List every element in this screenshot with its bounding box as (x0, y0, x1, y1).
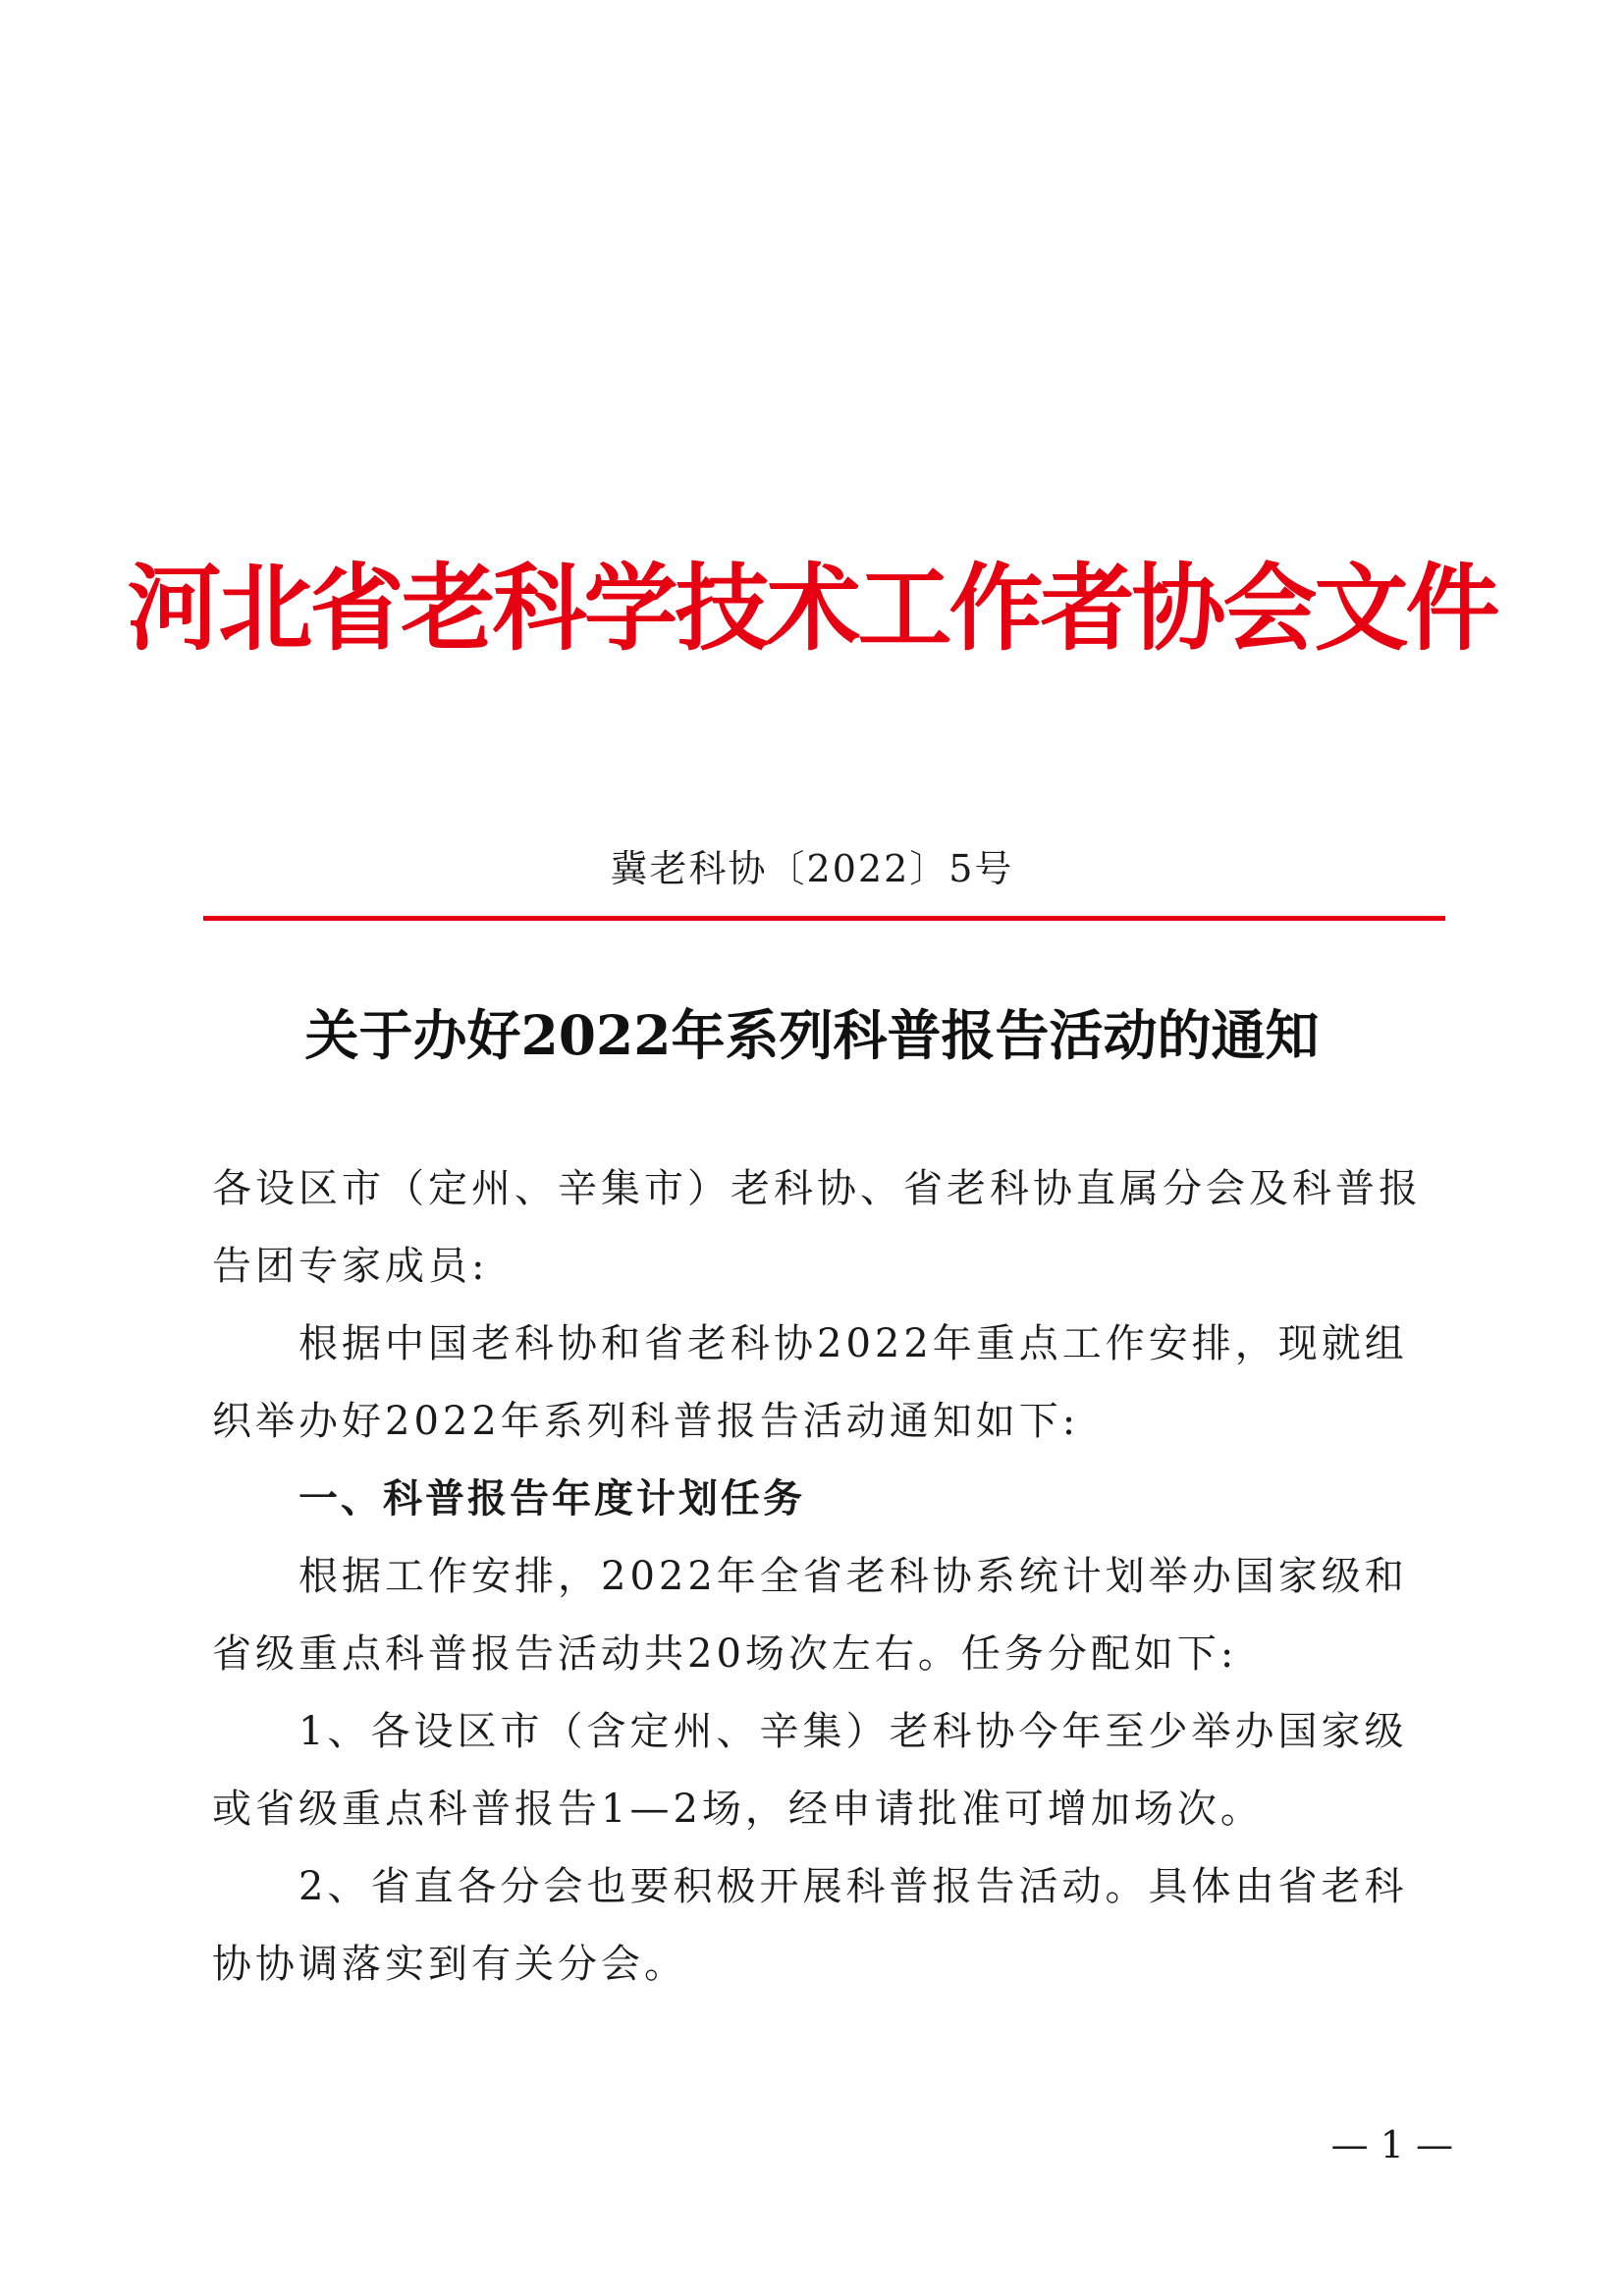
document-number: 冀老科协〔2022〕5号 (610, 847, 1014, 890)
addressees-paragraph: 各设区市（定州、辛集市）老科协、省老科协直属分会及科普报告团专家成员: (212, 1166, 1422, 1289)
section-heading: 一、科普报告年度计划任务 (298, 1476, 805, 1522)
document-body (212, 1150, 1430, 2003)
notice-title: 关于办好2022年系列科普报告活动的通知 (304, 1003, 1320, 1067)
document-issuer-title: 河北省老科学技术工作者协会文件 (127, 553, 1497, 664)
list-item: 1、各设区市（含定州、辛集）老科协今年至少举办国家级或省级重点科普报告1—2场，经申请批准可增加场次。 (212, 1709, 1408, 1832)
list-item: 2、省直各分会也要积极开展科普报告活动。具体由省老科协协调落实到有关分会。 (212, 1864, 1408, 1987)
page-number: — 1 — (1330, 2123, 1453, 2166)
section-paragraph: 根据工作安排，2022年全省老科协系统计划举办国家级和省级重点科普报告活动共20场次左右。任务分配如下: (212, 1554, 1408, 1677)
intro-paragraph: 根据中国老科协和省老科协2022年重点工作安排，现就组织举办好2022年系列科普报告活动通知如下: (212, 1321, 1408, 1444)
red-divider-line (203, 916, 1445, 921)
